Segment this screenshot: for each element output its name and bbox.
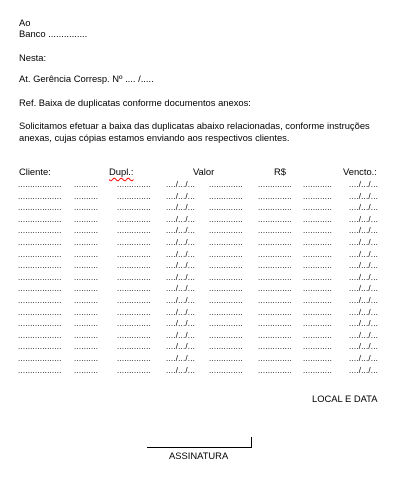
cell-date1: ..../.../... xyxy=(166,307,196,317)
cell-cliente: .................. xyxy=(18,365,62,375)
cell-date1: ..../.../... xyxy=(166,354,196,363)
cell-col6: .............. xyxy=(258,330,292,340)
cell-col3: .............. xyxy=(117,365,151,375)
table-row xyxy=(0,191,400,203)
cell-col7: ............ xyxy=(303,191,333,201)
table-row xyxy=(0,318,400,330)
cell-col7: ............ xyxy=(303,342,333,352)
cell-cliente: .................. xyxy=(18,307,62,317)
cell-cliente: .................. xyxy=(18,180,62,189)
header-valor: Valor xyxy=(193,166,215,177)
cell-col6: .............. xyxy=(258,296,292,305)
cell-cliente: .................. xyxy=(18,249,62,259)
cell-col7: ............ xyxy=(303,307,333,317)
cell-cliente: .................. xyxy=(18,272,62,282)
cell-cliente: .................. xyxy=(18,354,62,363)
cell-cliente: .................. xyxy=(18,342,62,352)
cell-col5: .............. xyxy=(209,330,243,340)
cell-dupl: .......... xyxy=(74,284,99,294)
cell-date1: ..../.../... xyxy=(166,203,196,213)
cell-col5: .............. xyxy=(209,296,243,305)
body-paragraph-line-2: anexas, cujas cópias estamos enviando aos respectivos clientes. xyxy=(19,132,290,143)
table-row xyxy=(0,225,400,237)
cell-dupl: .......... xyxy=(74,261,99,271)
cell-dupl: .......... xyxy=(74,296,99,305)
table-row xyxy=(0,272,400,284)
cell-col3: .............. xyxy=(117,319,151,329)
header-cliente: Cliente: xyxy=(19,166,51,177)
table-row xyxy=(0,214,400,226)
cell-date1: ..../.../... xyxy=(166,226,196,236)
table-row xyxy=(0,307,400,319)
cell-date1: ..../.../... xyxy=(166,191,196,201)
cell-date2: ..../.../... xyxy=(349,284,379,294)
cell-col6: .............. xyxy=(258,307,292,317)
cell-cliente: .................. xyxy=(18,191,62,201)
cell-col3: .............. xyxy=(117,214,151,224)
cell-date1: ..../.../... xyxy=(166,261,196,271)
cell-col5: .............. xyxy=(209,272,243,282)
cell-date2: ..../.../... xyxy=(349,272,379,282)
cell-col7: ............ xyxy=(303,319,333,329)
cell-col3: .............. xyxy=(117,238,151,247)
table-row xyxy=(0,237,400,249)
cell-dupl: .......... xyxy=(74,191,99,201)
cell-date2: ..../.../... xyxy=(349,296,379,305)
cell-col7: ............ xyxy=(303,330,333,340)
table-row xyxy=(0,353,400,365)
cell-date2: ..../.../... xyxy=(349,203,379,213)
cell-date1: ..../.../... xyxy=(166,365,196,375)
cell-date2: ..../.../... xyxy=(349,226,379,236)
cell-dupl: .......... xyxy=(74,319,99,329)
cell-col6: .............. xyxy=(258,342,292,352)
cell-date2: ..../.../... xyxy=(349,354,379,363)
cell-col7: ............ xyxy=(303,365,333,375)
cell-col3: .............. xyxy=(117,354,151,363)
cell-date1: ..../.../... xyxy=(166,180,196,189)
cell-col7: ............ xyxy=(303,203,333,213)
cell-col3: .............. xyxy=(117,261,151,271)
cell-col6: .............. xyxy=(258,214,292,224)
cell-col6: .............. xyxy=(258,261,292,271)
reference-line: Ref. Baixa de duplicatas conforme documentos anexos: xyxy=(19,97,251,108)
cell-date2: ..../.../... xyxy=(349,249,379,259)
cell-date2: ..../.../... xyxy=(349,330,379,340)
cell-col7: ............ xyxy=(303,238,333,247)
cell-col3: .............. xyxy=(117,307,151,317)
signature-label: ASSINATURA xyxy=(169,450,229,461)
cell-cliente: .................. xyxy=(18,330,62,340)
table-row xyxy=(0,341,400,353)
cell-col7: ............ xyxy=(303,214,333,224)
cell-col3: .............. xyxy=(117,180,151,189)
cell-col6: .............. xyxy=(258,284,292,294)
table-row xyxy=(0,295,400,307)
cell-date1: ..../.../... xyxy=(166,284,196,294)
cell-col6: .............. xyxy=(258,365,292,375)
cell-dupl: .......... xyxy=(74,365,99,375)
cell-col5: .............. xyxy=(209,307,243,317)
cell-col3: .............. xyxy=(117,330,151,340)
cell-dupl: .......... xyxy=(74,330,99,340)
cell-col7: ............ xyxy=(303,272,333,282)
table-row xyxy=(0,283,400,295)
cell-col7: ............ xyxy=(303,180,333,189)
cell-col3: .............. xyxy=(117,191,151,201)
cell-cliente: .................. xyxy=(18,203,62,213)
cell-col6: .............. xyxy=(258,180,292,189)
signature-line xyxy=(147,447,251,448)
cell-col3: .............. xyxy=(117,226,151,236)
table-row xyxy=(0,202,400,214)
cell-dupl: .......... xyxy=(74,249,99,259)
header-rs: R$ xyxy=(274,166,286,177)
cell-date1: ..../.../... xyxy=(166,342,196,352)
cell-col6: .............. xyxy=(258,354,292,363)
cell-dupl: .......... xyxy=(74,342,99,352)
cell-col3: .............. xyxy=(117,203,151,213)
cell-col6: .............. xyxy=(258,249,292,259)
cell-col5: .............. xyxy=(209,319,243,329)
body-paragraph-line-1: Solicitamos efetuar a baixa das duplicatas abaixo relacionadas, conforme instruções xyxy=(19,120,370,131)
local-e-data: LOCAL E DATA xyxy=(312,393,378,404)
cell-col5: .............. xyxy=(209,261,243,271)
cell-date2: ..../.../... xyxy=(349,180,379,189)
cell-col7: ............ xyxy=(303,261,333,271)
cell-date2: ..../.../... xyxy=(349,307,379,317)
cell-col5: .............. xyxy=(209,342,243,352)
cell-col3: .............. xyxy=(117,272,151,282)
cell-col5: .............. xyxy=(209,226,243,236)
signature-line-tick xyxy=(251,437,252,448)
cell-col3: .............. xyxy=(117,342,151,352)
cell-col5: .............. xyxy=(209,203,243,213)
cell-date2: ..../.../... xyxy=(349,191,379,201)
cell-col7: ............ xyxy=(303,226,333,236)
table-row xyxy=(0,179,400,191)
cell-col6: .............. xyxy=(258,226,292,236)
cell-date1: ..../.../... xyxy=(166,296,196,305)
cell-col5: .............. xyxy=(209,284,243,294)
cell-col5: .............. xyxy=(209,180,243,189)
cell-col7: ............ xyxy=(303,354,333,363)
cell-col7: ............ xyxy=(303,249,333,259)
cell-date2: ..../.../... xyxy=(349,319,379,329)
cell-col3: .............. xyxy=(117,284,151,294)
cell-dupl: .......... xyxy=(74,226,99,236)
cell-cliente: .................. xyxy=(18,319,62,329)
cell-date2: ..../.../... xyxy=(349,365,379,375)
cell-col6: .............. xyxy=(258,238,292,247)
header-vencto: Vencto.: xyxy=(343,166,377,177)
cell-col6: .............. xyxy=(258,203,292,213)
table-row xyxy=(0,260,400,272)
cell-col6: .............. xyxy=(258,191,292,201)
cell-col5: .............. xyxy=(209,238,243,247)
cell-dupl: .......... xyxy=(74,238,99,247)
nesta-line: Nesta: xyxy=(19,52,47,63)
cell-cliente: .................. xyxy=(18,226,62,236)
cell-date1: ..../.../... xyxy=(166,249,196,259)
cell-cliente: .................. xyxy=(18,261,62,271)
cell-col5: .............. xyxy=(209,214,243,224)
cell-dupl: .......... xyxy=(74,180,99,189)
cell-date2: ..../.../... xyxy=(349,238,379,247)
recipient-to: Ao xyxy=(19,17,31,28)
cell-cliente: .................. xyxy=(18,238,62,247)
cell-cliente: .................. xyxy=(18,296,62,305)
cell-dupl: .......... xyxy=(74,307,99,317)
cell-date2: ..../.../... xyxy=(349,214,379,224)
attention-line: At. Gerência Corresp. Nº .... /..... xyxy=(19,73,154,84)
cell-col3: .............. xyxy=(117,249,151,259)
cell-date1: ..../.../... xyxy=(166,330,196,340)
cell-dupl: .......... xyxy=(74,203,99,213)
cell-cliente: .................. xyxy=(18,214,62,224)
table-row xyxy=(0,365,400,377)
cell-dupl: .......... xyxy=(74,354,99,363)
header-dupl: Dupl.: xyxy=(109,166,134,177)
cell-col5: .............. xyxy=(209,365,243,375)
cell-col5: .............. xyxy=(209,191,243,201)
cell-date1: ..../.../... xyxy=(166,238,196,247)
cell-col5: .............. xyxy=(209,249,243,259)
cell-col7: ............ xyxy=(303,284,333,294)
cell-col3: .............. xyxy=(117,296,151,305)
cell-dupl: .......... xyxy=(74,214,99,224)
recipient-bank: Banco ............... xyxy=(19,28,88,39)
cell-date2: ..../.../... xyxy=(349,342,379,352)
table-row xyxy=(0,330,400,342)
cell-dupl: .......... xyxy=(74,272,99,282)
cell-col6: .............. xyxy=(258,272,292,282)
cell-date1: ..../.../... xyxy=(166,272,196,282)
cell-date1: ..../.../... xyxy=(166,214,196,224)
table-row xyxy=(0,249,400,261)
cell-date2: ..../.../... xyxy=(349,261,379,271)
cell-cliente: .................. xyxy=(18,284,62,294)
cell-col7: ............ xyxy=(303,296,333,305)
cell-date1: ..../.../... xyxy=(166,319,196,329)
cell-col6: .............. xyxy=(258,319,292,329)
cell-col5: .............. xyxy=(209,354,243,363)
